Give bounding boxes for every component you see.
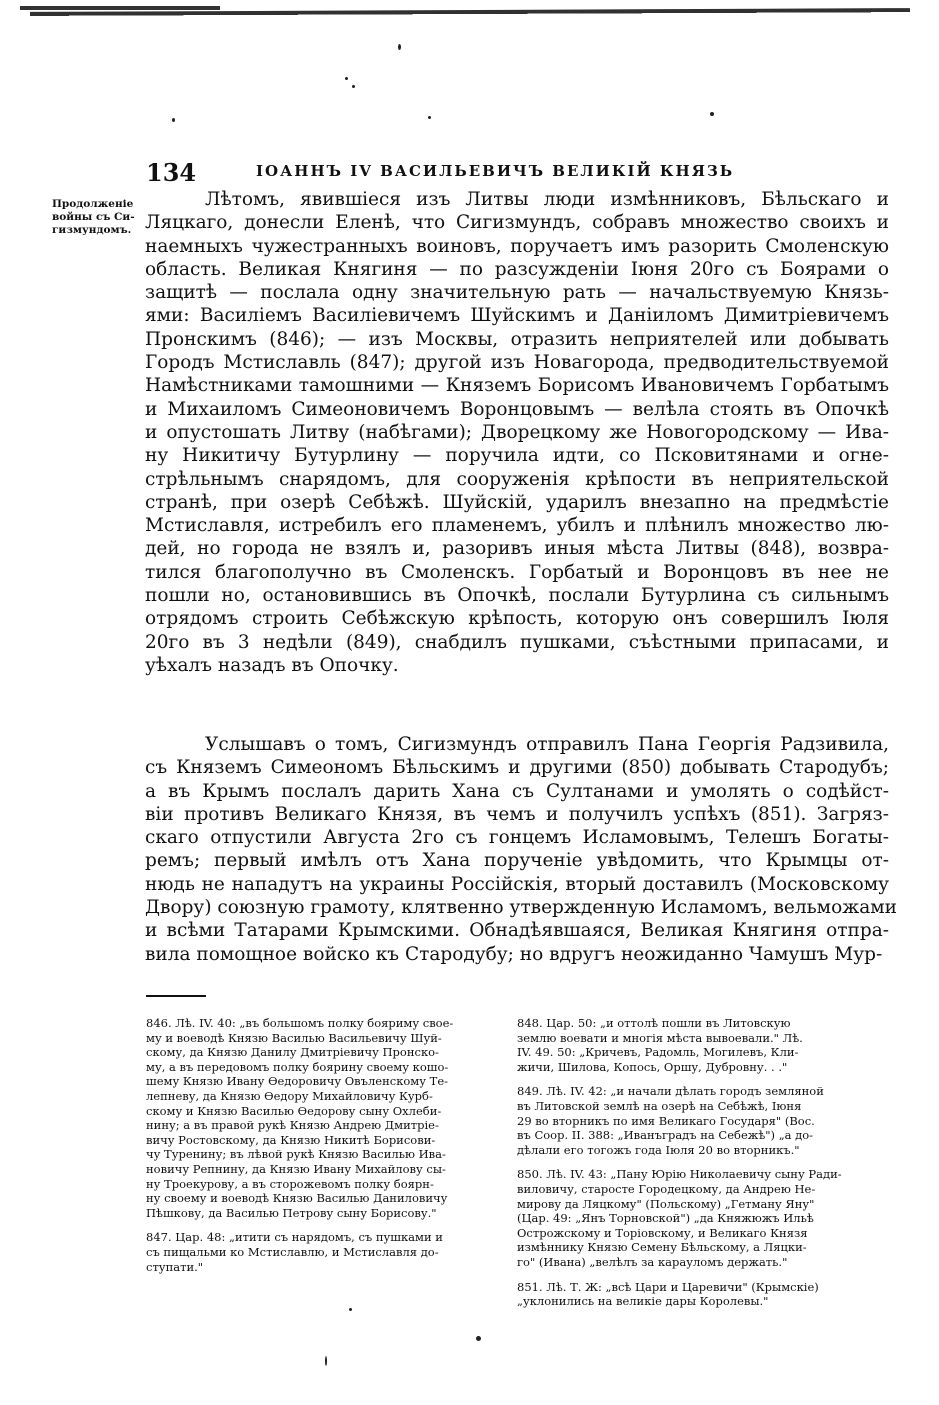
page-number: 134 [146, 158, 197, 187]
footnote [146, 1016, 518, 1220]
footnote-line: Пѣшкову, да Василью Петрову сыну Борисову." [146, 1205, 437, 1220]
footnote-line: 846. Лѣ. IV. 40: „въ большомъ полку бояриму свое- [146, 1016, 454, 1030]
footnote-line: 847. Цар. 48: „итити съ нарядомъ, съ пушками и [146, 1230, 443, 1245]
text-line: и опустошать Литву (набѣгами); Дворецкому же Новогородскому — Ива- [145, 421, 889, 443]
scan-speck [398, 44, 401, 50]
footnote-line: вичу Ростовскому, да Князю Никитѣ Борисови- [146, 1132, 436, 1147]
footnote-line: въ Соор. II. 388: „Иванъградъ на Себежѣ") „а до- [517, 1128, 814, 1143]
text-line: отрядомъ строить Себѣжскую крѣпость, которую онъ совершилъ Іюля [145, 608, 889, 630]
text-line: ями: Василіемъ Василіевичемъ Шуйскимъ и Даніиломъ Димитріевичемъ [145, 305, 889, 327]
text-line: съ Княземъ Симеономъ Бѣльскимъ и другими (850) добывать Стародубъ; [145, 757, 889, 779]
text-line: віи противъ Великаго Князя, въ чемъ и получилъ успѣхъ (851). Загряз- [145, 803, 889, 825]
text-line: и всѣми Татарами Крымскими. Обнадѣявшаяся, Великая Княгиня отпра- [145, 920, 889, 942]
footnote-line: (Цар. 49: „Янъ Торновской") „да Княжюжъ Ильѣ [517, 1211, 814, 1226]
footnote-line: 851. Лѣ. Т. Ж: „всѣ Цари и Царевичи" (Крымскіе) [517, 1279, 819, 1294]
footnote-line: 850. Лѣ. IV. 43: „Пану Юрію Николаевичу сыну Ради- [517, 1167, 842, 1182]
text-line: область. Великая Княгиня — по разсужденіи Іюня 20го съ Боярами о [145, 258, 889, 280]
footnote [517, 1280, 889, 1309]
paragraph-2 [145, 733, 897, 966]
footnote-line: 29 во вторникъ по имя Великаго Государя" (Вос. [517, 1113, 815, 1128]
footnote-line: 849. Лѣ. IV. 42: „и начали дѣлать городъ земляной [517, 1084, 824, 1099]
scan-speck [172, 118, 175, 122]
footnote-line: му и воеводѣ Князю Василью Васильевичу Шуй- [146, 1030, 442, 1045]
footnote-line: скому, да Князю Данилу Дмитріевичу Пронско- [146, 1045, 439, 1060]
footnote-line: лепневу, да Князю Ѳедору Михайловичу Курб- [146, 1088, 433, 1103]
footnote [517, 1167, 889, 1269]
footnote-line: нину; а въ правой рукѣ Князю Андрею Дмитріе- [146, 1118, 439, 1133]
text-line: наемныхъ чужестранныхъ воиновъ, поручаетъ имъ разорить Смоленскую [145, 235, 889, 257]
footnote-line: въ Литовской землѣ на озерѣ на Себѣжѣ, Іюня [517, 1098, 802, 1113]
footnote-line: го" (Ивана) „велѣлъ за карауломъ держать." [517, 1254, 788, 1269]
footnote-line: шему Князю Ивану Ѳедоровичу Овъленскому Те- [146, 1074, 449, 1089]
running-head: ІОАННЪ IV ВАСИЛЬЕВИЧЪ ВЕЛИКІЙ КНЯЗЬ [256, 162, 735, 180]
footnote-line: съ пищальми ко Мстиславлю, и Мстиславля до- [146, 1244, 439, 1259]
footnote-line: мирову да Ляцкому" (Польскому) „Гетману Яну" [517, 1196, 815, 1211]
footnote-rule [146, 995, 206, 997]
scan-edge-mark [20, 6, 220, 10]
footnote-line: жичи, Шилова, Копось, Оршу, Дубровну. . ." [517, 1059, 788, 1074]
text-line: тился благополучно въ Смоленскъ. Горбатый и Воронцовъ въ нее не [145, 561, 889, 583]
footnote-line: дѣлали его тогожъ года Іюля 20 во вторникъ." [517, 1142, 800, 1157]
text-line: Услышавъ о томъ, Сигизмундъ отправилъ Пана Георгія Радзивила, [205, 734, 889, 755]
text-line: Городъ Мстиславль (847); другой изъ Новагорода, предводительствуемой [145, 352, 889, 374]
footnote [146, 1230, 518, 1274]
footnotes-left-column [146, 1016, 518, 1274]
footnote-line: ну своему и воеводѣ Князю Василью Даниловичу [146, 1191, 448, 1206]
text-line: стрѣльнымъ снарядомъ, для сооруженія крѣпости въ неприятельской [145, 468, 889, 490]
margin-note-line: гизмундомъ. [52, 224, 132, 236]
footnote [517, 1084, 889, 1157]
footnote-line: виловичу, старосте Городецкому, да Андрею Не- [517, 1181, 816, 1196]
text-line: Ляцкаго, донесли Еленѣ, что Сигизмундъ, собравъ множество своихъ и [145, 212, 889, 234]
footnote-line: скому и Князю Василью Ѳедорову сыну Охлеби- [146, 1103, 442, 1118]
text-line: защитѣ — послала одну значительную рать — начальствуемую Князь- [145, 282, 889, 304]
text-line: нюдь не нападутъ на украины Россійскія, вторый доставилъ (Московскому [145, 873, 889, 895]
text-line: скаго отпустили Августа 2го съ гонцемъ Исламовымъ, Телешъ Богаты- [145, 827, 889, 849]
margin-note-line: войны съ Си- [52, 211, 135, 223]
text-line: уѣхалъ назадъ въ Опочку. [145, 654, 399, 676]
text-line: странѣ, при озерѣ Себѣжѣ. Шуйскій, ударилъ внезапно на предмѣстіе [145, 491, 889, 513]
footnote-line: ступати." [146, 1259, 204, 1274]
text-line: ну Никитичу Бутурлину — поручила идти, со Псковитянами и огне- [145, 445, 889, 467]
footnote-line: „уклонились на великіе дары Королевы." [517, 1294, 769, 1309]
margin-note [52, 198, 148, 237]
scan-speck [345, 77, 348, 80]
footnote-line: землю воевати и многія мѣста вывоевали." Лѣ. [517, 1030, 803, 1045]
text-line: вила помощное войско къ Стародубу; но вдругъ неожиданно Чамушъ Мур- [145, 943, 883, 965]
scan-speck [325, 1356, 327, 1366]
scan-speck [352, 85, 355, 88]
page-header [146, 158, 896, 186]
text-line: и Михаиломъ Симеоновичемъ Воронцовымъ — велѣла стоять въ Опочкѣ [145, 398, 889, 420]
text-line: дей, но города не взялъ и, разоривъ иныя мѣста Литвы (848), возвра- [145, 538, 889, 560]
margin-note-line: Продолженіе [52, 198, 134, 210]
scan-speck [476, 1336, 481, 1341]
text-line: Пронскимъ (846); — изъ Москвы, отразить неприятелей или добывать [145, 328, 889, 350]
footnote-line: Острожскому и Торіовскому, и Великаго Князя [517, 1225, 808, 1240]
text-line: Намѣстниками тамошними — Княземъ Борисомъ Ивановичемъ Горбатымъ [145, 375, 889, 397]
footnote-line: новичу Репнину, да Князю Ивану Михайлову сы- [146, 1161, 446, 1176]
footnote-line: му, а въ передовомъ полку боярину своему кошо- [146, 1059, 449, 1074]
scan-speck [428, 116, 431, 119]
footnote-line: 848. Цар. 50: „и оттолѣ пошли въ Литовскую [517, 1016, 791, 1030]
paragraph-1 [145, 188, 889, 677]
text-line: 20го въ 3 недѣли (849), снабдилъ пушками, съѣстными припасами, и [145, 631, 889, 653]
footnotes-right-column [517, 1016, 889, 1309]
footnote-line: IV. 49. 50: „Кричевъ, Радомль, Могилевъ, Кли- [517, 1045, 799, 1060]
footnote-line: чу Туренину; въ лѣвой рукѣ Князю Василью Ива- [146, 1147, 446, 1162]
text-line: пошли но, остановившись въ Опочкѣ, послали Бутурлина съ сильнымъ [145, 585, 889, 607]
scan-speck [710, 112, 714, 116]
footnote-line: измѣннику Князю Семену Бѣльскому, а Ляцки- [517, 1240, 807, 1255]
text-line: Мстиславля, истребилъ его пламенемъ, убилъ и плѣнилъ множество лю- [145, 515, 889, 537]
footnote [517, 1016, 889, 1074]
text-line: Двору) союзную грамоту, клятвенно утвержденную Исламомъ, вельможами [145, 897, 897, 919]
scan-speck [349, 1308, 352, 1311]
text-line: ремъ; первый имѣлъ отъ Хана порученіе увѣдомить, что Крымцы от- [145, 850, 889, 872]
text-line: а въ Крымъ послалъ дарить Хана съ Султанами и умолять о содѣйст- [145, 780, 889, 802]
text-line: Лѣтомъ, явившіеся изъ Литвы люди измѣнниковъ, Бѣльскаго и [205, 189, 889, 210]
footnote-line: ну Троекурову, а въ сторожевомъ полку боярн- [146, 1176, 434, 1191]
